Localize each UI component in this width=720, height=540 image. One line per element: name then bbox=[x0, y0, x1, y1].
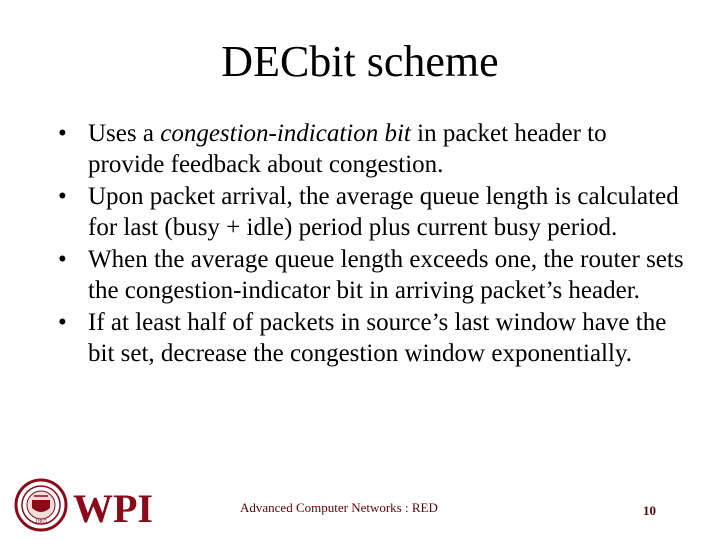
bullet-text: Upon packet arrival, the average queue length is calculated for last (busy + idle) period plus current busy period. bbox=[88, 183, 679, 241]
seal-year: 1865 bbox=[35, 519, 47, 525]
bullet-text: If at least half of packets in source’s last window have the bit set, decrease the congestion window exponentially. bbox=[88, 309, 667, 367]
wpi-seal-icon bbox=[16, 480, 66, 530]
footer-course-text: Advanced Computer Networks : RED bbox=[240, 500, 438, 515]
bullet-list bbox=[58, 118, 688, 370]
bullet-text: in packet header to provide feedback about congestion. bbox=[88, 120, 607, 178]
bullet-icon: • bbox=[58, 309, 67, 336]
wpi-logo bbox=[14, 478, 164, 534]
bullet-icon: • bbox=[58, 183, 67, 210]
bullet-icon: • bbox=[58, 120, 67, 147]
bullet-text: When the average queue length exceeds one, the router sets the congestion-indicator bit in arriving packet’s header. bbox=[88, 246, 684, 304]
bullet-item bbox=[58, 181, 688, 243]
page-number: 10 bbox=[643, 503, 656, 518]
wpi-logotype: WPI bbox=[73, 486, 153, 531]
bullet-item bbox=[58, 307, 688, 369]
bullet-icon: • bbox=[58, 246, 67, 273]
bullet-text: Uses a bbox=[88, 120, 161, 147]
bullet-item bbox=[58, 118, 688, 180]
slide-title: DECbit scheme bbox=[221, 37, 499, 86]
bullet-emphasis-text: congestion-indication bit bbox=[160, 120, 411, 147]
bullet-item bbox=[58, 244, 688, 306]
